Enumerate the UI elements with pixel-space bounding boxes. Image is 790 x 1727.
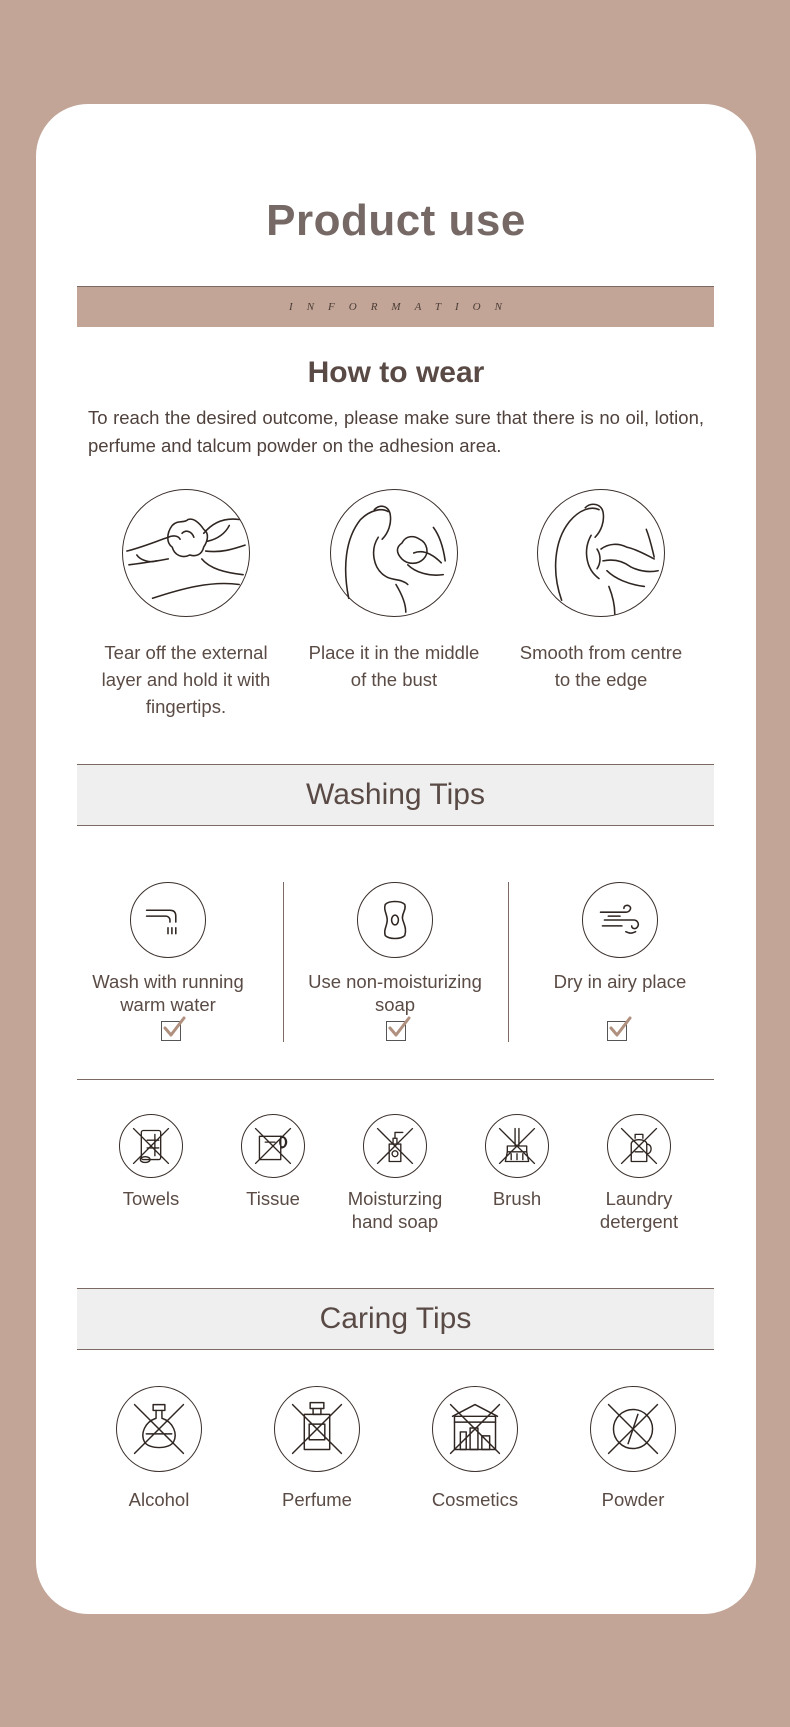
column-divider <box>283 882 284 1042</box>
wind-icon <box>582 882 658 958</box>
soap-icon <box>357 882 433 958</box>
washing-tips-band <box>77 764 714 826</box>
avoid-1-line-1: Towels <box>122 1188 180 1209</box>
step-1-line-3: fingertips. <box>145 696 227 717</box>
column-divider <box>508 882 509 1042</box>
section-divider <box>77 1079 714 1080</box>
hands-peel-icon <box>122 489 250 617</box>
step-1-label <box>91 639 281 720</box>
avoid-3-line-1: Moisturzing <box>347 1188 443 1209</box>
step-2-label <box>299 639 489 693</box>
wash-tip-2-label <box>290 970 500 1016</box>
avoid-5-line-2: detergent <box>599 1211 679 1232</box>
avoid-5-label <box>579 1187 699 1233</box>
washing-tips-heading: Washing Tips <box>306 778 485 811</box>
no-powder-icon <box>590 1386 676 1472</box>
step-3-line-2: to the edge <box>554 669 648 690</box>
no-perfume-icon <box>274 1386 360 1472</box>
avoid-5-line-1: Laundry <box>605 1188 673 1209</box>
avoid-3-line-2: hand soap <box>351 1211 439 1232</box>
wash-tip-1-line-2: warm water <box>120 994 216 1015</box>
avoid-2-line-1: Tissue <box>246 1188 300 1209</box>
checkmark-icon <box>607 1021 627 1041</box>
step-3-line-1: Smooth from centre <box>519 642 683 663</box>
care-3-label: Cosmetics <box>431 1489 519 1510</box>
no-hand-soap-icon <box>363 1114 427 1178</box>
page-title: Product use <box>266 196 526 245</box>
smooth-edge-icon <box>537 489 665 617</box>
caring-tips-heading: Caring Tips <box>319 1302 472 1335</box>
information-label: INFORMATION <box>289 301 516 313</box>
no-towel-icon <box>119 1114 183 1178</box>
care-1-label: Alcohol <box>128 1489 190 1510</box>
avoid-3-label <box>335 1187 455 1233</box>
care-4-label: Powder <box>601 1489 665 1510</box>
no-detergent-icon <box>607 1114 671 1178</box>
step-1-line-2: layer and hold it with <box>101 669 271 690</box>
checkmark-icon <box>161 1021 181 1041</box>
wash-tip-1-label <box>63 970 273 1016</box>
place-bust-icon <box>330 489 458 617</box>
step-3-label <box>506 639 696 693</box>
how-to-wear-intro: To reach the desired outcome, please make sure that there is no oil, lotion, perfume and talcum powder on the adhesion area. <box>88 407 704 456</box>
step-2-line-1: Place it in the middle <box>308 642 480 663</box>
no-cosmetics-icon <box>432 1386 518 1472</box>
caring-tips-band <box>77 1288 714 1350</box>
step-2-line-2: of the bust <box>350 669 438 690</box>
avoid-4-label <box>457 1187 577 1210</box>
wash-tip-3-label <box>515 970 725 993</box>
wash-tip-1-line-1: Wash with running <box>92 971 244 992</box>
wash-tip-2-line-1: Use non-moisturizing soap <box>308 971 482 1015</box>
step-1-line-1: Tear off the external <box>104 642 268 663</box>
wash-tip-3-line-1: Dry in airy place <box>553 971 687 992</box>
care-2-label: Perfume <box>282 1489 352 1510</box>
avoid-2-label <box>213 1187 333 1210</box>
information-bar <box>77 286 714 327</box>
avoid-4-line-1: Brush <box>492 1188 542 1209</box>
no-alcohol-icon <box>116 1386 202 1472</box>
avoid-1-label <box>91 1187 211 1210</box>
no-brush-icon <box>485 1114 549 1178</box>
no-tissue-icon <box>241 1114 305 1178</box>
faucet-icon <box>130 882 206 958</box>
product-use-card <box>36 104 756 1614</box>
checkmark-icon <box>386 1021 406 1041</box>
how-to-wear-heading: How to wear <box>307 356 485 389</box>
